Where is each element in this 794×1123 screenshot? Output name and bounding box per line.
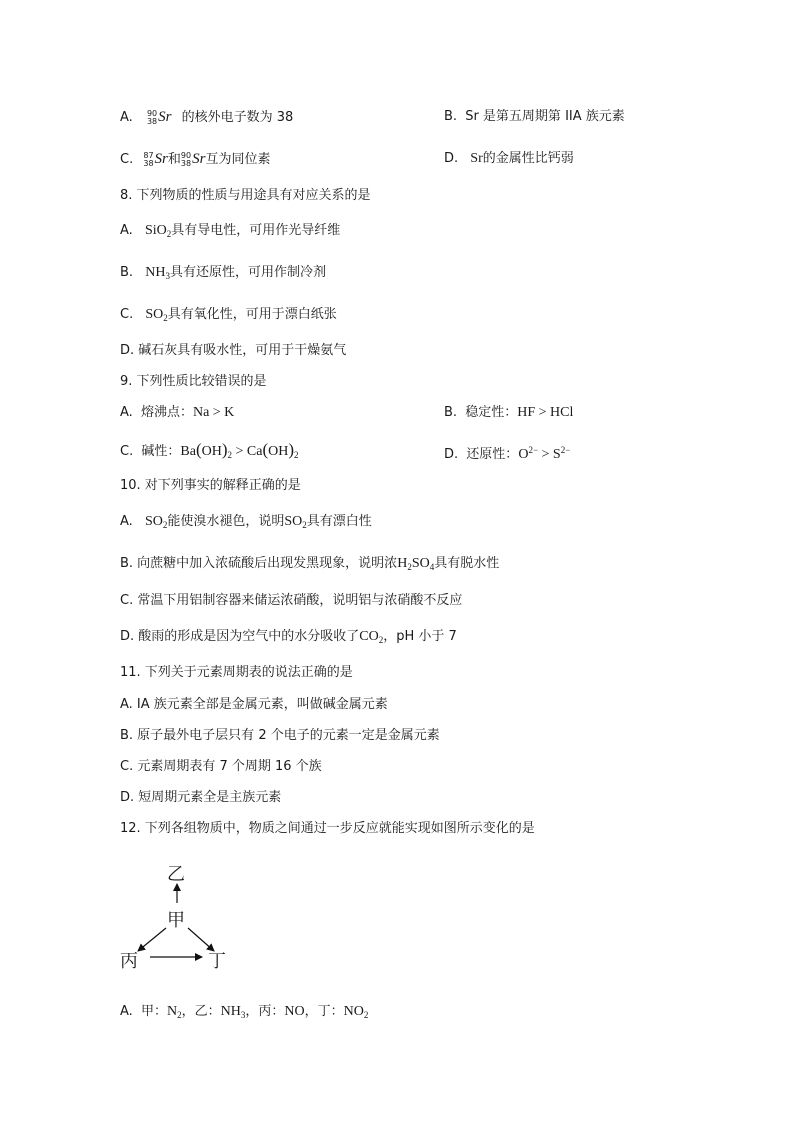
option-text: 具有氧化性，可用于漂白纸张 xyxy=(167,307,337,322)
q10-option-c: C. 常温下用铝制容器来储运浓硝酸，说明铝与浓硝酸不反应 xyxy=(120,593,463,608)
option-text: Sr 是第五周期第 IIA 族元素 xyxy=(465,109,625,124)
q8-option-c xyxy=(120,306,337,327)
q10-stem: 10. 对下列事实的解释正确的是 xyxy=(120,478,301,493)
option-text: 能使溴水褪色，说明 xyxy=(167,514,285,529)
option-label: A. xyxy=(120,223,133,238)
formula-subscript: 4 xyxy=(429,562,435,572)
option-text: 甲： xyxy=(140,1004,167,1019)
formula-base: Ba xyxy=(180,444,196,459)
element-symbol: Sr xyxy=(158,109,172,125)
comparison-expression xyxy=(180,440,299,460)
formula-base: > S xyxy=(538,447,561,462)
q7-option-b xyxy=(444,108,625,126)
paren-close: ) xyxy=(288,440,295,459)
q7-option-c xyxy=(120,150,270,169)
isotope-numbers xyxy=(147,110,157,126)
mass-number: 90 xyxy=(146,108,158,118)
formula-base: SO xyxy=(145,307,164,322)
formula xyxy=(221,1004,246,1019)
option-text: 的金属性比钙弱 xyxy=(482,151,574,166)
formula-subscript: 2 xyxy=(294,450,299,460)
formula-base: SO xyxy=(284,514,303,529)
q8-option-a xyxy=(120,222,340,243)
formula-base: SiO xyxy=(144,223,167,238)
atomic-number: 38 xyxy=(146,116,158,126)
formula-base: H xyxy=(397,556,408,571)
element-symbol: Sr xyxy=(470,151,483,166)
formula-subscript: 2 xyxy=(163,313,168,323)
formula-subscript: 2 xyxy=(363,1010,369,1020)
q10-option-a xyxy=(120,513,372,534)
isotope-numbers xyxy=(181,152,191,168)
atomic-number: 38 xyxy=(180,158,192,168)
formula-subscript: 2 xyxy=(227,450,233,460)
element-symbol: Sr xyxy=(154,151,168,167)
mass-number: 87 xyxy=(143,150,154,160)
formula xyxy=(397,556,434,571)
option-label: D. xyxy=(444,447,459,462)
q9-option-b xyxy=(444,404,573,422)
option-text: ，丁： xyxy=(304,1004,344,1019)
formula xyxy=(145,223,171,238)
option-text: 具有导电性，可用作光导纤维 xyxy=(171,223,341,238)
isotope-numbers xyxy=(143,152,153,168)
formula xyxy=(145,307,167,322)
connector-text: 和 xyxy=(167,152,181,167)
option-text: ，乙： xyxy=(181,1004,221,1019)
arrow-jia-to-bing xyxy=(138,928,166,951)
formula-base: SO xyxy=(144,514,163,529)
label-jia: 甲 xyxy=(167,910,185,931)
comparison-expression xyxy=(518,447,570,462)
q10-option-d xyxy=(120,628,457,649)
option-text: 的核外电子数为 38 xyxy=(181,110,294,125)
formula-subscript: 3 xyxy=(240,1010,246,1020)
formula-base: > Ca xyxy=(232,444,263,459)
option-text: B. 向蔗糖中加入浓硫酸后出现发黑现象，说明浓 xyxy=(120,556,398,571)
q7-option-a xyxy=(120,108,293,127)
option-text: 具有还原性，可用作制冷剂 xyxy=(169,265,326,280)
q10-option-b xyxy=(120,555,499,576)
formula xyxy=(344,1004,369,1019)
label-bing: 丙 xyxy=(120,951,138,972)
formula-base: OH xyxy=(201,444,222,459)
formula xyxy=(145,265,170,280)
formula-subscript: 2 xyxy=(378,635,384,645)
q11-option-d: D. 短周期元素全是主族元素 xyxy=(120,790,282,805)
formula xyxy=(284,514,306,529)
formula-base: CO xyxy=(359,629,379,644)
ion-charge: 2− xyxy=(560,445,571,455)
option-label: A. xyxy=(120,514,133,529)
paren-open: ( xyxy=(262,440,269,459)
formula-base: O xyxy=(518,447,529,462)
option-label: A. xyxy=(120,110,133,125)
formula-subscript: 2 xyxy=(302,520,307,530)
option-text: 还原性： xyxy=(466,447,519,462)
option-text: ，pH 小于 7 xyxy=(383,629,457,644)
q8-stem: 8. 下列物质的性质与用途具有对应关系的是 xyxy=(120,188,371,203)
paren-close: ) xyxy=(221,440,228,459)
formula-subscript: 2 xyxy=(407,562,412,572)
option-label: D. xyxy=(444,151,459,166)
formula-base: NH xyxy=(145,265,166,280)
option-label: C. xyxy=(120,152,134,167)
formula xyxy=(145,514,167,529)
option-text: 具有漂白性 xyxy=(306,514,372,529)
formula-subscript: 3 xyxy=(165,271,170,281)
option-label: A. xyxy=(120,1004,133,1019)
q8-option-b xyxy=(120,264,326,285)
formula-base: SO xyxy=(411,556,430,571)
label-ding: 丁 xyxy=(208,951,226,972)
option-text: 碱性： xyxy=(141,444,181,459)
formula-subscript: 2 xyxy=(162,520,168,530)
formula xyxy=(167,1004,182,1019)
label-yi: 乙 xyxy=(167,864,185,885)
formula-base: NO xyxy=(343,1004,364,1019)
q9-stem: 9. 下列性质比较错误的是 xyxy=(120,374,267,389)
option-label: B. xyxy=(444,405,458,420)
element-symbol: Sr xyxy=(192,151,206,167)
q12-option-a xyxy=(120,1003,368,1024)
option-text: 互为同位素 xyxy=(205,152,271,167)
ion-charge: 2− xyxy=(528,445,539,455)
option-text: 具有脱水性 xyxy=(434,556,500,571)
option-label: A. xyxy=(120,405,133,420)
q9-option-c xyxy=(120,441,299,464)
q11-option-a: A. IA 族元素全部是金属元素，叫做碱金属元素 xyxy=(120,697,388,712)
formula-subscript: 2 xyxy=(166,229,172,239)
comparison-expression: Na > K xyxy=(192,405,235,420)
mass-number: 90 xyxy=(180,150,192,160)
option-label: B. xyxy=(120,265,134,280)
formula: NO xyxy=(284,1004,305,1019)
conversion-diagram xyxy=(116,858,236,978)
formula-subscript: 2 xyxy=(177,1010,182,1020)
q12-stem: 12. 下列各组物质中，物质之间通过一步反应就能实现如图所示变化的是 xyxy=(120,821,535,836)
comparison-expression: HF > HCl xyxy=(517,405,574,420)
atomic-number: 38 xyxy=(143,158,154,168)
q9-option-d xyxy=(444,441,570,464)
q11-option-b: B. 原子最外电子层只有 2 个电子的元素一定是金属元素 xyxy=(120,728,440,743)
formula-base: NH xyxy=(220,1004,241,1019)
q7-option-d xyxy=(444,150,574,168)
option-text: 熔沸点： xyxy=(140,405,193,420)
q11-option-c: C. 元素周期表有 7 个周期 16 个族 xyxy=(120,759,322,774)
option-label: C. xyxy=(120,444,134,459)
q11-stem: 11. 下列关于元素周期表的说法正确的是 xyxy=(120,665,353,680)
option-text: ，丙： xyxy=(245,1004,285,1019)
formula xyxy=(359,629,383,644)
formula-base: OH xyxy=(268,444,289,459)
q9-option-a xyxy=(120,404,234,422)
formula-base: N xyxy=(166,1004,178,1019)
option-text: D. 酸雨的形成是因为空气中的水分吸收了 xyxy=(120,629,360,644)
q8-option-d: D. 碱石灰具有吸水性，可用于干燥氨气 xyxy=(120,343,347,358)
paren-open: ( xyxy=(195,440,202,459)
option-text: 稳定性： xyxy=(465,405,518,420)
option-label: B. xyxy=(444,109,458,124)
option-label: C. xyxy=(120,307,134,322)
